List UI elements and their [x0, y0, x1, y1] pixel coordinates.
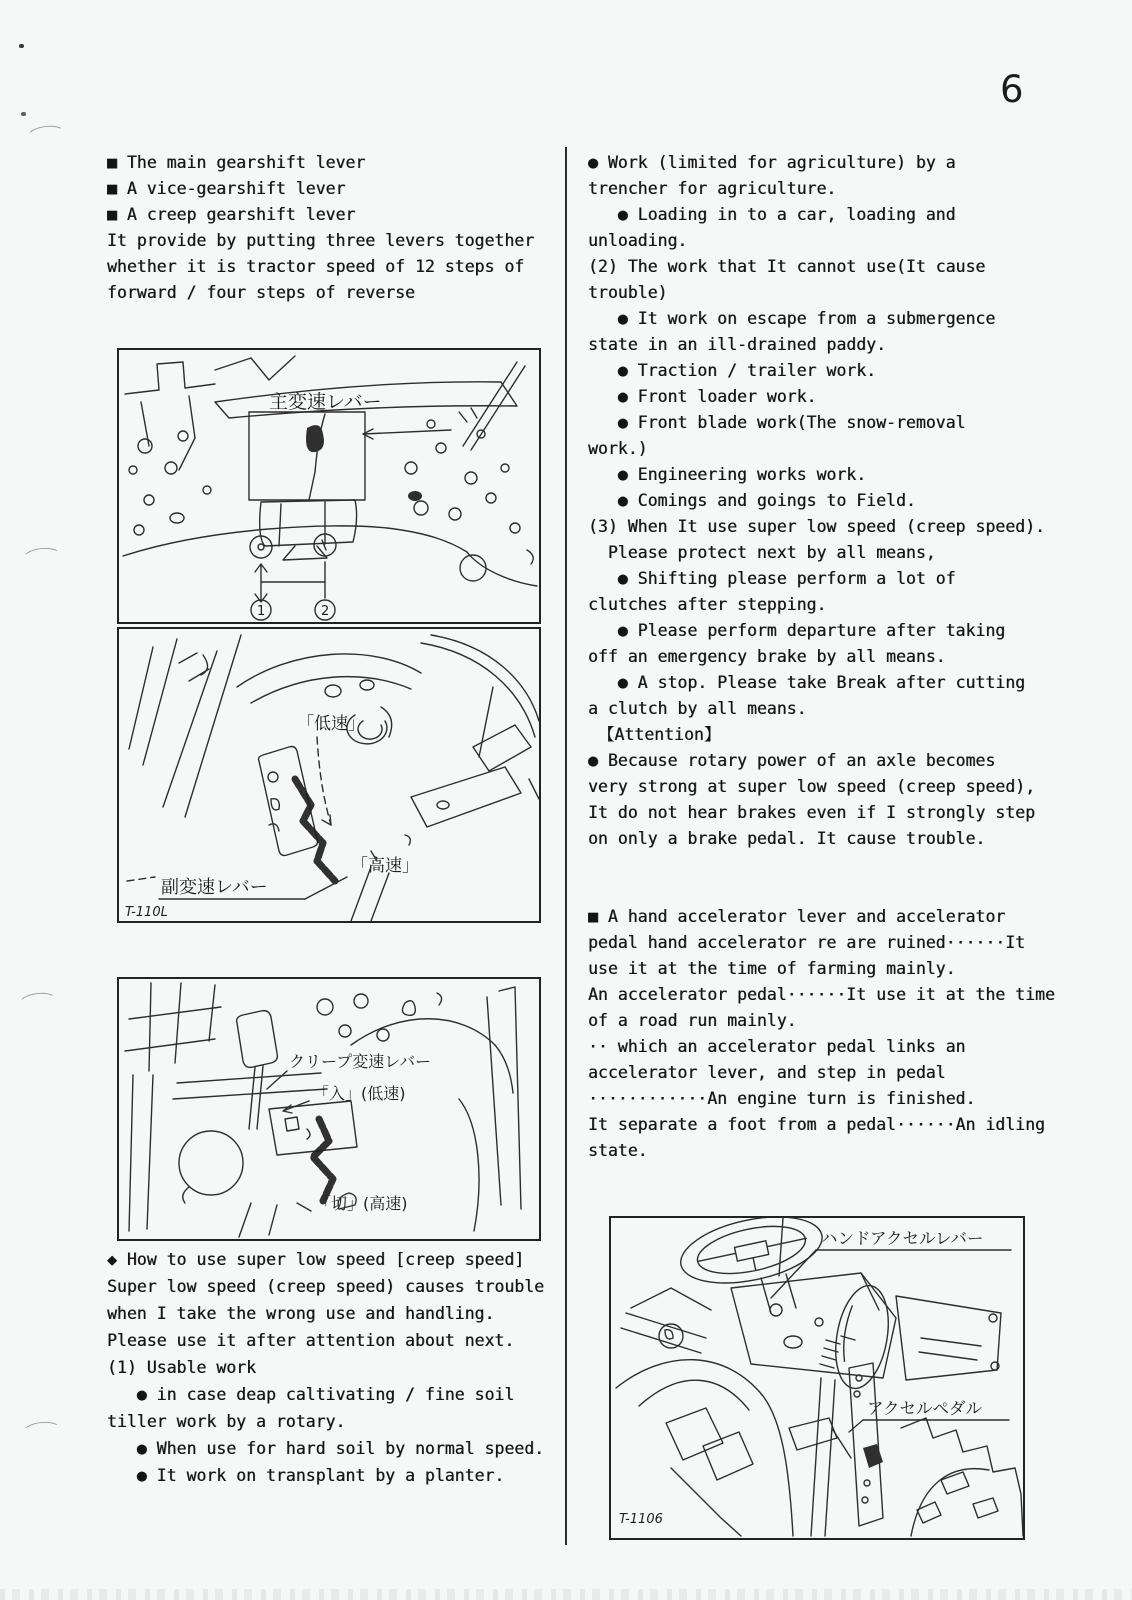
text-line: (2) The work that It cannot use(It cause	[588, 257, 986, 276]
page-number: 6	[1000, 68, 1024, 111]
text-line: It provide by putting three levers together	[107, 231, 535, 250]
text-line: state.	[588, 1141, 648, 1160]
figure-main-gearshift-lever	[117, 348, 541, 624]
text-line: ············An engine turn is finished.	[588, 1089, 976, 1108]
text-line: ● Because rotary power of an axle becomes	[588, 751, 996, 770]
text-line: An accelerator pedal······It use it at the time	[588, 985, 1055, 1004]
text-line: It separate a foot from a pedal······An idling	[588, 1115, 1045, 1134]
label-main-shift-lever: 主変速レバー	[269, 391, 382, 413]
text-line: pedal hand accelerator re are ruined······It	[588, 933, 1026, 952]
text-line: ● Traction / trailer work.	[588, 361, 877, 380]
text-line: ● Loading in to a car, loading and	[588, 205, 956, 224]
label-creep-shift-lever: クリープ変速レバー	[289, 1052, 432, 1071]
text-line: ● Work (limited for agriculture) by a	[588, 153, 956, 172]
text-line: tiller work by a rotary.	[107, 1412, 346, 1431]
text-line: state in an ill-drained paddy.	[588, 335, 887, 354]
text-line: 【Attention】	[588, 725, 721, 744]
label-sub-shift-lever: 副変速レバー	[161, 877, 268, 898]
text-line: ● It work on escape from a submergence	[588, 309, 996, 328]
label-accel-pedal: アクセルペダル	[867, 1399, 983, 1418]
label-creep-off-high: 「切」(高速)	[315, 1194, 408, 1213]
text-line: trouble)	[588, 283, 668, 302]
scan-binder-arc	[21, 546, 63, 570]
text-line: off an emergency brake by all means.	[588, 647, 946, 666]
text-line: unloading.	[588, 231, 688, 250]
scan-binder-arc	[21, 1420, 63, 1444]
text-line: ·· which an accelerator pedal links an	[588, 1037, 966, 1056]
text-line: (3) When It use super low speed (creep speed).	[588, 517, 1045, 536]
label-creep-on-low: 「入」(低速)	[313, 1084, 406, 1103]
left-column-bottom	[107, 1246, 544, 1489]
figure-hand-accelerator	[609, 1216, 1025, 1540]
label-low-speed: 「低速」	[297, 714, 365, 734]
text-line: whether it is tractor speed of 12 steps of	[107, 257, 525, 276]
vice-gearshift-sketch	[119, 629, 539, 921]
text-line: forward / four steps of reverse	[107, 283, 415, 302]
text-line: ■ A creep gearshift lever	[107, 205, 356, 224]
text-line: ■ A vice-gearshift lever	[107, 179, 346, 198]
text-line: ● It work on transplant by a planter.	[107, 1466, 505, 1485]
creep-gearshift-sketch	[119, 979, 539, 1239]
text-line	[588, 852, 1055, 878]
text-line: ● Front loader work.	[588, 387, 817, 406]
label-hand-accel-lever: ハンドアクセルレバー	[821, 1229, 984, 1248]
text-line: trencher for agriculture.	[588, 179, 837, 198]
text-line: ● Front blade work(The snow-removal	[588, 413, 966, 432]
text-line: use it at the time of farming mainly.	[588, 959, 956, 978]
scan-speck	[21, 112, 26, 116]
text-line: clutches after stepping.	[588, 595, 827, 614]
figure-caption: T-110L	[125, 905, 168, 920]
text-line: ● in case deap caltivating / fine soil	[107, 1385, 515, 1404]
text-line: work.)	[588, 439, 648, 458]
scan-bottom-edge	[0, 1589, 1132, 1600]
text-line: ● When use for hard soil by normal speed.	[107, 1439, 545, 1458]
text-line: a clutch by all means.	[588, 699, 807, 718]
scan-binder-arc	[25, 123, 67, 148]
text-line: Please use it after attention about next.	[107, 1331, 515, 1350]
text-line: It do not hear brakes even if I strongly step	[588, 803, 1036, 822]
figure-creep-gearshift-lever	[117, 977, 541, 1241]
text-line: ● Please perform departure after taking	[588, 621, 1006, 640]
text-line: ● A stop. Please take Break after cutting	[588, 673, 1026, 692]
text-line: of a road run mainly.	[588, 1011, 797, 1030]
right-column-text	[588, 150, 1055, 1164]
left-column-intro	[107, 150, 534, 306]
text-line: Super low speed (creep speed) causes trouble	[107, 1277, 545, 1296]
text-line: ● Engineering works work.	[588, 465, 867, 484]
label-high-speed: 「高速」	[351, 856, 419, 876]
shift-marker-1: 1	[257, 604, 266, 619]
hand-accelerator-sketch	[611, 1218, 1023, 1538]
text-line: ■ A hand accelerator lever and accelerator	[588, 907, 1006, 926]
text-line: (1) Usable work	[107, 1358, 257, 1377]
text-line: ■ The main gearshift lever	[107, 153, 366, 172]
figure-vice-gearshift-lever	[117, 627, 541, 923]
scan-speck	[19, 44, 24, 48]
text-line: on only a brake pedal. It cause trouble.	[588, 829, 986, 848]
text-line: Please protect next by all means,	[588, 543, 936, 562]
figure-caption: T-1106	[619, 1512, 663, 1527]
text-line: ● Shifting please perform a lot of	[588, 569, 956, 588]
shift-marker-2: 2	[321, 604, 330, 619]
main-gearshift-sketch	[119, 350, 539, 622]
text-line: ◆ How to use super low speed [creep speed]	[107, 1250, 525, 1269]
text-line: when I take the wrong use and handling.	[107, 1304, 495, 1323]
column-divider	[565, 147, 567, 1545]
text-line: ● Comings and goings to Field.	[588, 491, 916, 510]
text-line	[588, 878, 1055, 904]
text-line: very strong at super low speed (creep speed),	[588, 777, 1036, 796]
text-line: accelerator lever, and step in pedal	[588, 1063, 946, 1082]
scan-binder-arc	[17, 991, 59, 1016]
